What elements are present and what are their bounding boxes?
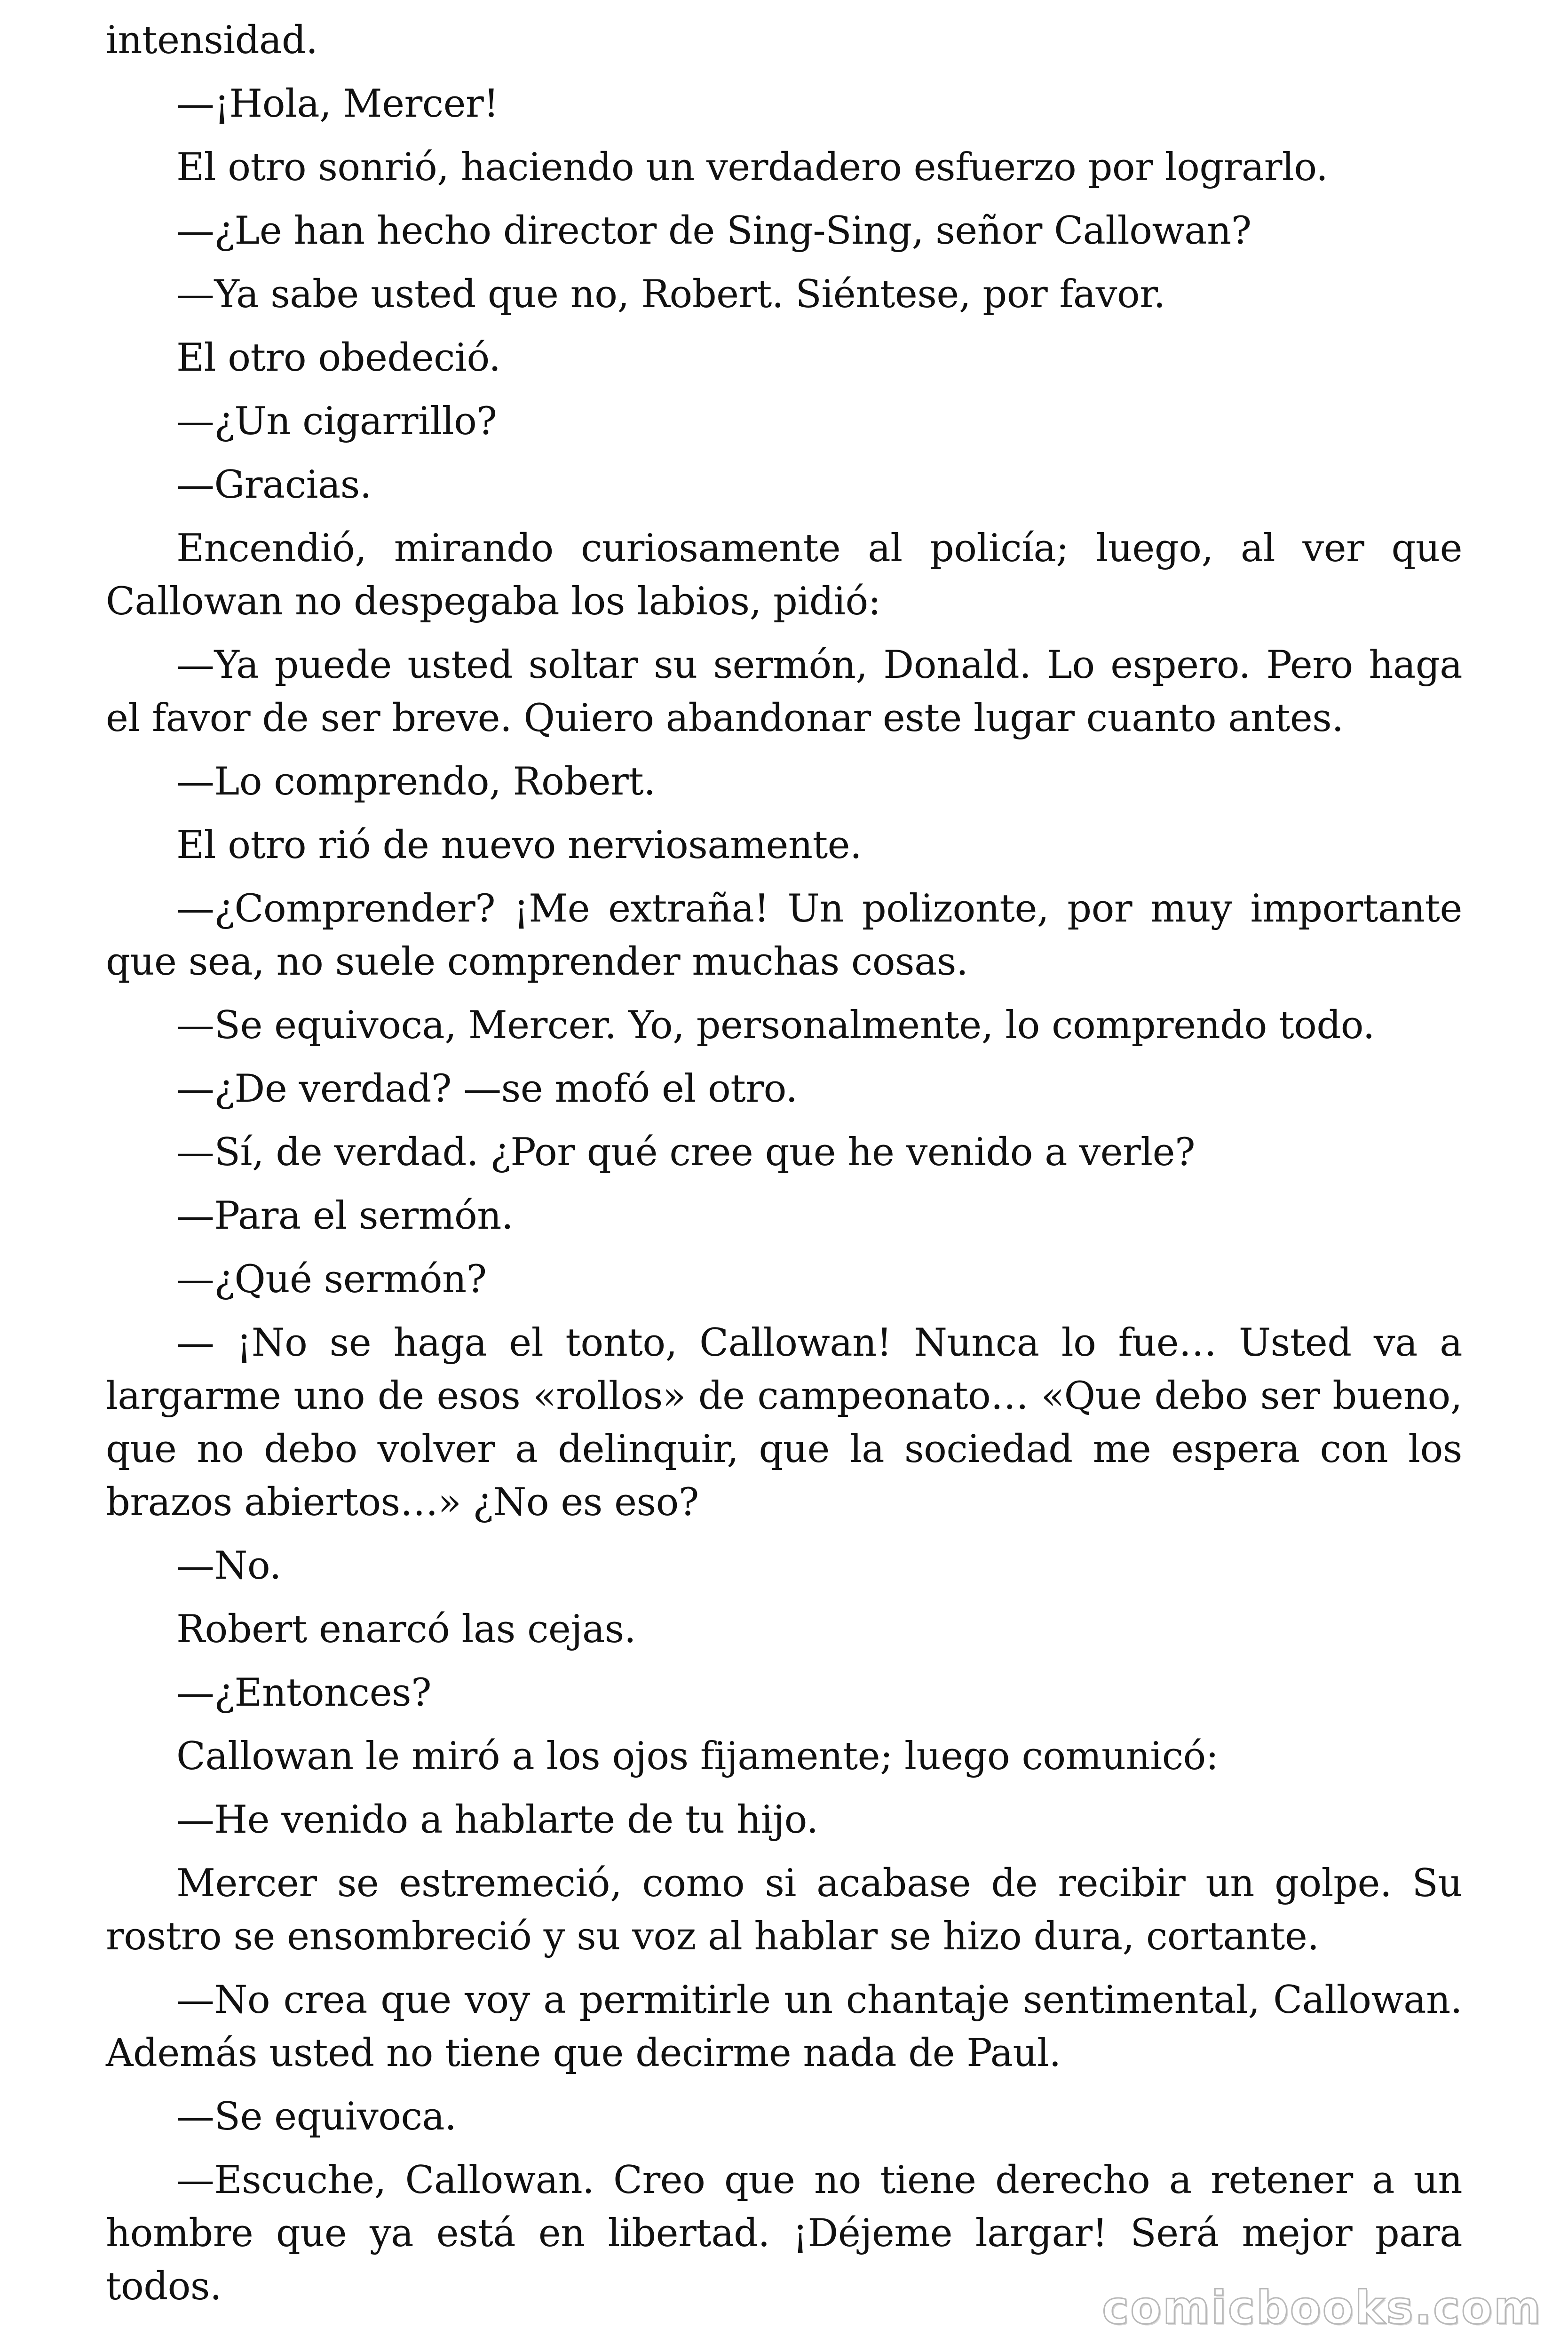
paragraph: El otro rió de nuevo nerviosamente.	[176, 823, 862, 867]
paragraph: —Escuche, Callowan. Creo que no tiene derecho a retener a un hombre que ya está en libertad. ¡Déjeme largar! Será mejor para todos.	[106, 2158, 1462, 2309]
paragraph: —No.	[176, 1544, 281, 1588]
paragraph: —Gracias.	[176, 463, 372, 507]
paragraph: —¿Un cigarrillo?	[176, 399, 497, 444]
paragraph: —Ya puede usted soltar su sermón, Donald. Lo espero. Pero haga el favor de ser breve. Quiero abandonar este lugar cuanto antes.	[106, 643, 1462, 740]
paragraph: —Se equivoca, Mercer. Yo, personalmente, lo comprendo todo.	[176, 1003, 1375, 1048]
paragraph: El otro obedeció.	[176, 336, 501, 380]
paragraph: —¡Hola, Mercer!	[176, 82, 499, 126]
paragraph: —¿Comprender? ¡Me extraña! Un polizonte, por muy importante que sea, no suele comprender muchas cosas.	[106, 887, 1462, 984]
paragraph: Callowan le miró a los ojos fijamente; luego comunicó:	[176, 1734, 1219, 1779]
paragraph: El otro sonrió, haciendo un verdadero esfuerzo por lograrlo.	[176, 145, 1328, 190]
paragraph: — ¡No se haga el tonto, Callowan! Nunca lo fue… Usted va a largarme uno de esos «rollos» de campeonato… «Que debo ser bueno, que no debo volver a delinquir, que la sociedad me espera con los brazos abiertos…» ¿No es eso?	[106, 1321, 1462, 1525]
paragraph: —He venido a hablarte de tu hijo.	[176, 1798, 818, 1842]
body-text	[106, 14, 1462, 2324]
paragraph: —Sí, de verdad. ¿Por qué cree que he venido a verle?	[176, 1130, 1196, 1175]
paragraph: —¿Le han hecho director de Sing-Sing, señor Callowan?	[176, 209, 1251, 253]
paragraph: —¿Entonces?	[176, 1671, 432, 1715]
paragraph: Encendió, mirando curiosamente al policía; luego, al ver que Callowan no despegaba los labios, pidió:	[106, 526, 1462, 624]
paragraph: —Para el sermón.	[176, 1194, 514, 1238]
watermark: comicbooks.com	[1102, 2281, 1542, 2334]
paragraph: intensidad.	[106, 18, 318, 63]
paragraph: —No crea que voy a permitirle un chantaje sentimental, Callowan. Además usted no tiene que decirme nada de Paul.	[106, 1978, 1462, 2075]
paragraph: —Ya sabe usted que no, Robert. Siéntese, por favor.	[176, 272, 1165, 317]
paragraph: —Lo comprendo, Robert.	[176, 760, 656, 804]
paragraph: Robert enarcó las cejas.	[176, 1607, 636, 1652]
paragraph: —¿Qué sermón?	[176, 1257, 487, 1302]
paragraph: Mercer se estremeció, como si acabase de recibir un golpe. Su rostro se ensombreció y su voz al hablar se hizo dura, cortante.	[106, 1861, 1462, 1959]
paragraph: —Se equivoca.	[176, 2095, 457, 2139]
paragraph: —¿De verdad? —se mofó el otro.	[176, 1067, 798, 1111]
